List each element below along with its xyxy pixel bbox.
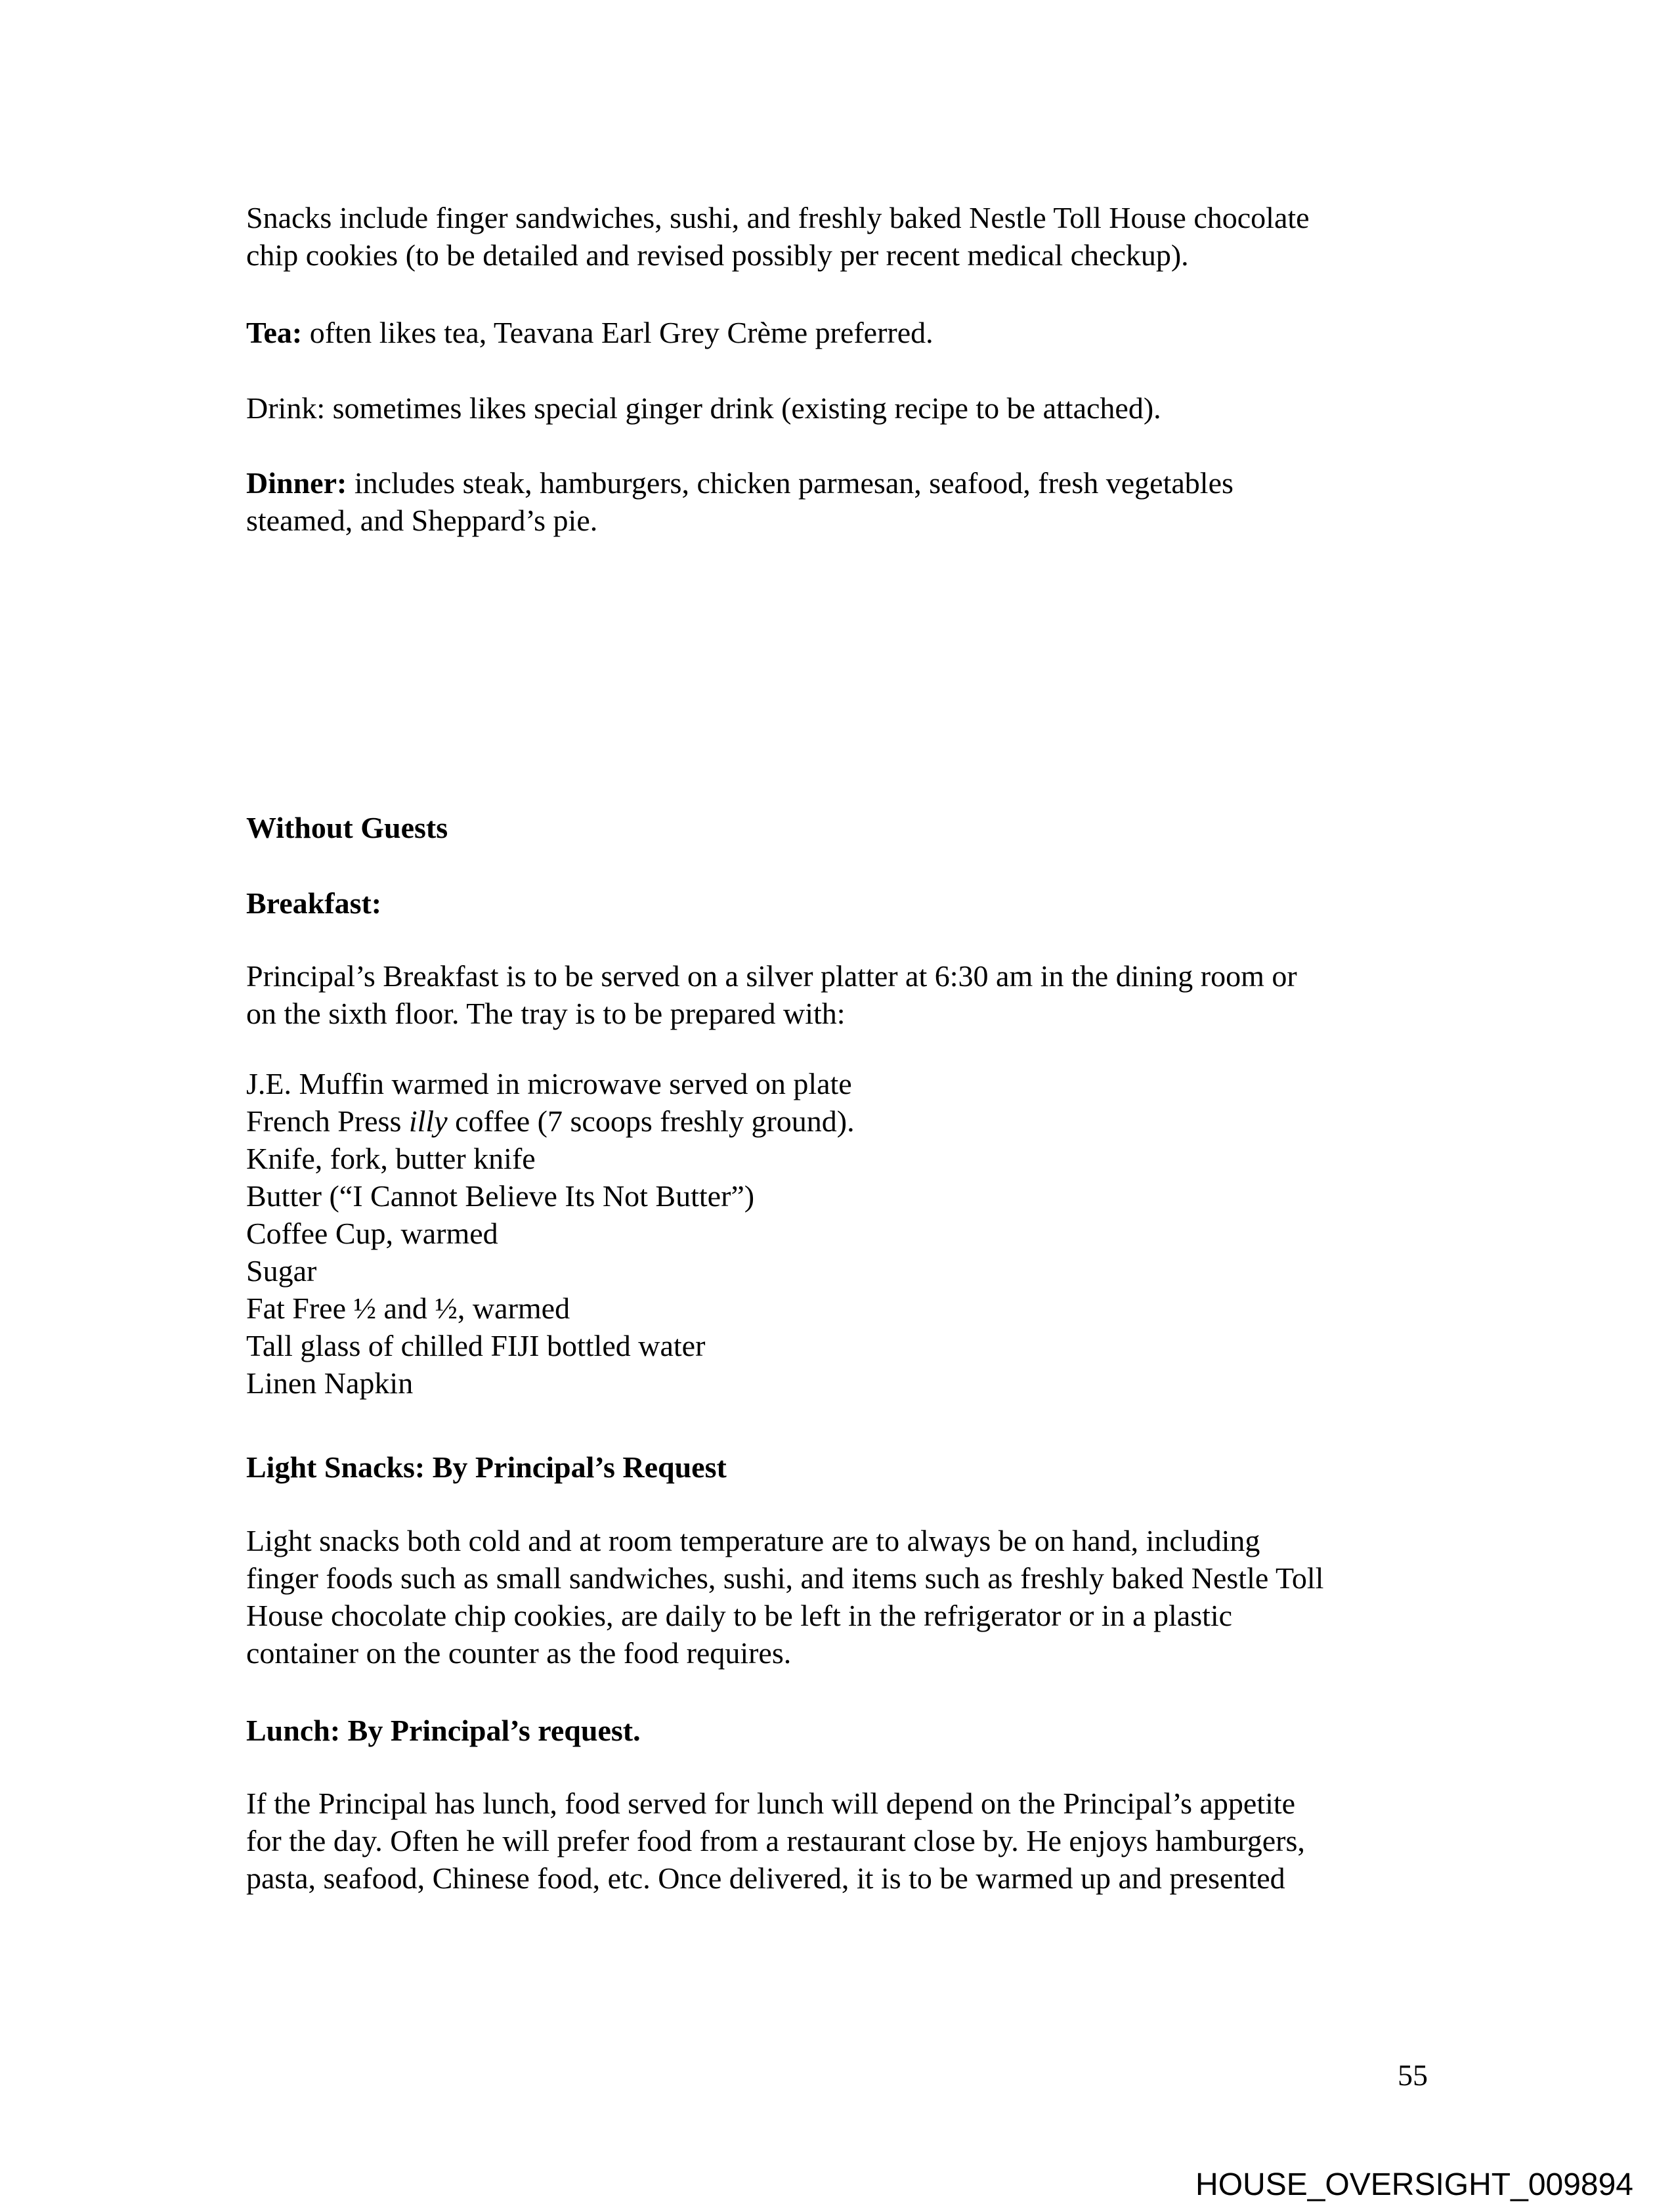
paragraph-light-snacks <box>246 1522 1434 1672</box>
tea-label: Tea: <box>246 316 303 349</box>
breakfast-intro-line-2: on the sixth floor. The tray is to be prepared with: <box>246 997 846 1030</box>
tray-item-coffee <box>246 1102 1434 1140</box>
tray-item-fiji-water: Tall glass of chilled FIJI bottled water <box>246 1329 706 1362</box>
lunch-line-1: If the Principal has lunch, food served for lunch will depend on the Principal’s appetite <box>246 1787 1296 1820</box>
paragraph-tea-line <box>246 314 1434 351</box>
light-snacks-line-4: container on the counter as the food requires. <box>246 1636 792 1670</box>
paragraph-dinner-line-1 <box>246 464 1434 502</box>
dinner-text: includes steak, hamburgers, chicken parmesan, seafood, fresh vegetables <box>347 466 1234 500</box>
paragraph-breakfast-intro <box>246 957 1434 1032</box>
paragraph-drink-line: Drink: sometimes likes special ginger drink (existing recipe to be attached). <box>246 391 1161 425</box>
heading-light-snacks: Light Snacks: By Principal’s Request <box>246 1450 727 1484</box>
tray-item-knife: Knife, fork, butter knife <box>246 1142 536 1175</box>
paragraph-lunch <box>246 1785 1434 1897</box>
paragraph-snacks-line-2: chip cookies (to be detailed and revised possibly per recent medical checkup). <box>246 238 1189 272</box>
breakfast-intro-line-1: Principal’s Breakfast is to be served on a silver platter at 6:30 am in the dining room or <box>246 959 1297 993</box>
tray-item-muffin: J.E. Muffin warmed in microwave served on plate <box>246 1067 852 1100</box>
heading-lunch: Lunch: By Principal’s request. <box>246 1714 641 1747</box>
paragraph-snacks <box>246 199 1434 274</box>
tray-item-sugar: Sugar <box>246 1254 317 1288</box>
paragraph-drink <box>246 389 1434 427</box>
heading-without-guests: Without Guests <box>246 811 448 844</box>
paragraph-snacks-line-1: Snacks include finger sandwiches, sushi, and freshly baked Nestle Toll House chocolate <box>246 201 1310 234</box>
paragraph-dinner <box>246 464 1434 539</box>
tray-item-coffee-cup: Coffee Cup, warmed <box>246 1217 498 1250</box>
lunch-line-3: pasta, seafood, Chinese food, etc. Once delivered, it is to be warmed up and presented <box>246 1861 1285 1895</box>
dinner-label: Dinner: <box>246 466 347 500</box>
paragraph-dinner-line-2: steamed, and Sheppard’s pie. <box>246 504 598 537</box>
tray-item-linen-napkin: Linen Napkin <box>246 1366 414 1400</box>
tray-item-butter: Butter (“I Cannot Believe Its Not Butter”) <box>246 1179 755 1213</box>
heading-breakfast: Breakfast: <box>246 886 382 920</box>
bates-stamp: HOUSE_OVERSIGHT_009894 <box>1195 2167 1633 2202</box>
coffee-post: coffee (7 scoops freshly ground). <box>447 1104 855 1138</box>
page-number: 55 <box>1398 2058 1428 2092</box>
breakfast-tray-list <box>246 1065 1434 1402</box>
coffee-pre: French Press <box>246 1104 409 1138</box>
light-snacks-line-2: finger foods such as small sandwiches, sushi, and items such as freshly baked Nestle Toll <box>246 1561 1324 1595</box>
paragraph-tea <box>246 314 1434 351</box>
light-snacks-line-3: House chocolate chip cookies, are daily to be left in the refrigerator or in a plastic <box>246 1599 1233 1632</box>
tray-item-fat-free: Fat Free ½ and ½, warmed <box>246 1291 570 1325</box>
tea-text: often likes tea, Teavana Earl Grey Crème preferred. <box>302 316 934 349</box>
coffee-brand: illy <box>408 1104 448 1138</box>
lunch-line-2: for the day. Often he will prefer food from a restaurant close by. He enjoys hamburgers, <box>246 1824 1305 1857</box>
light-snacks-line-1: Light snacks both cold and at room temperature are to always be on hand, including <box>246 1524 1260 1557</box>
